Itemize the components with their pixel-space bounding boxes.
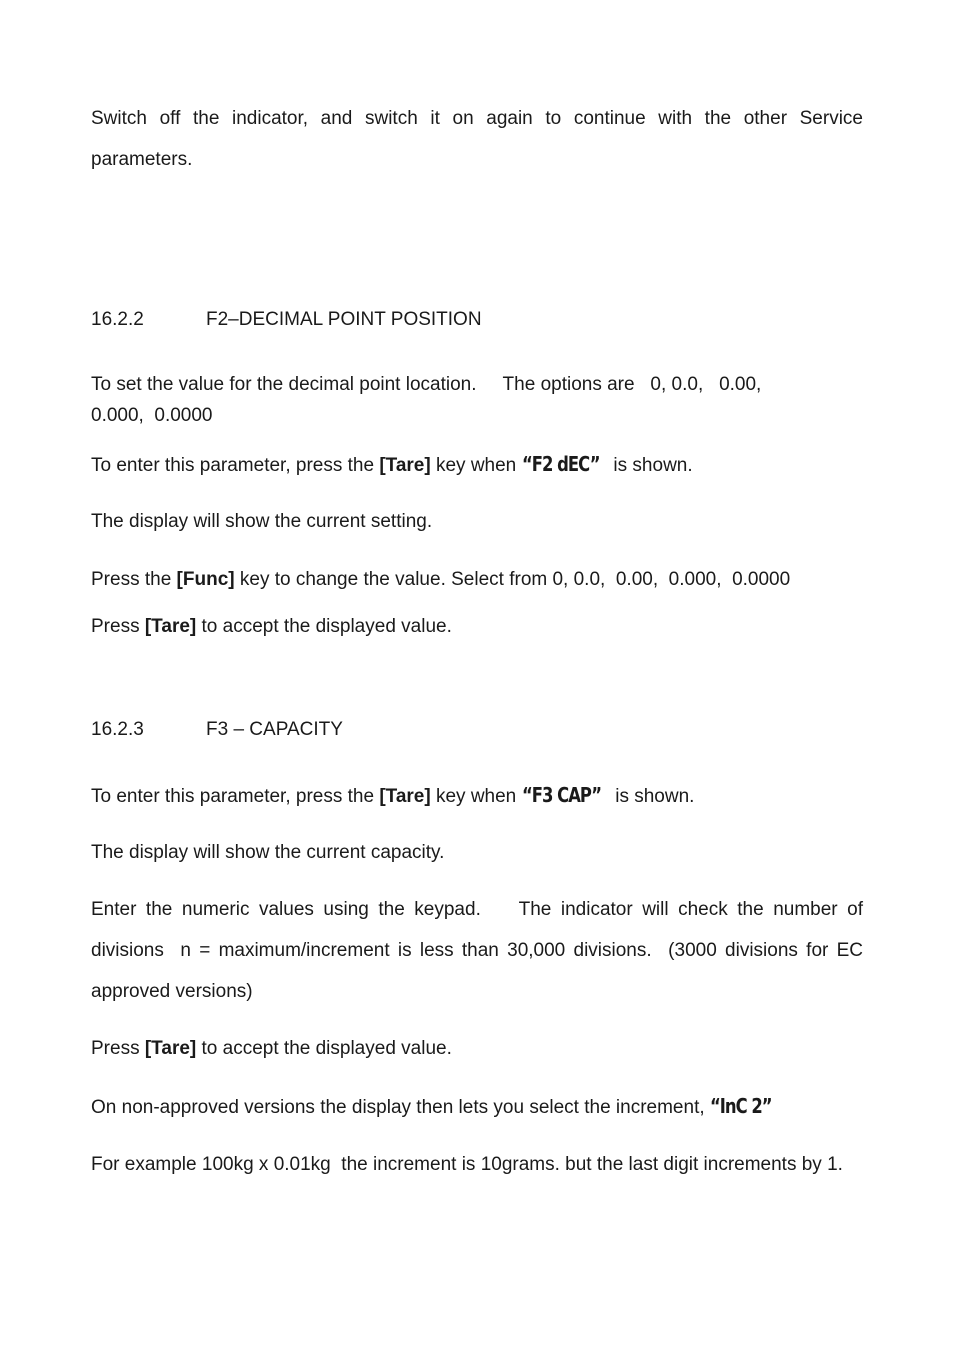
- options-line-2: 0.000, 0.0000: [91, 405, 213, 426]
- text-span: key when: [430, 786, 522, 807]
- key-label-tare: [Tare]: [144, 616, 197, 637]
- display-code: “F3 CAP”: [521, 783, 601, 807]
- text-span: To enter this parameter, press the: [91, 455, 380, 476]
- f2-accept-paragraph: [91, 611, 863, 642]
- key-label-tare: [Tare]: [379, 455, 431, 476]
- f2-func-paragraph: [91, 564, 863, 595]
- f3-example-paragraph: For example 100kg x 0.01kg the increment is 10grams. but the last digit increments by 1.: [91, 1154, 843, 1175]
- section-title: F3 – CAPACITY: [206, 719, 343, 740]
- section-number: 16.2.3: [91, 719, 144, 740]
- f2-enter-paragraph: [91, 449, 863, 481]
- section-heading-f2: [91, 308, 482, 332]
- text-span: to accept the displayed value.: [196, 616, 452, 637]
- f3-current-capacity-paragraph: The display will show the current capacity.: [91, 842, 445, 863]
- text-span: To enter this parameter, press the: [91, 786, 380, 807]
- display-code: “F2 dEC”: [521, 452, 600, 476]
- text-span: is shown.: [609, 786, 695, 807]
- options-line-1: To set the value for the decimal point location. The options are 0, 0.0, 0.00,: [91, 374, 762, 395]
- intro-paragraph: Switch off the indicator, and switch it on again to continue with the other Service parameters.: [91, 108, 863, 170]
- key-label-tare: [Tare]: [379, 786, 431, 807]
- section-number: 16.2.2: [91, 309, 144, 330]
- text-span: Press the: [91, 569, 177, 590]
- f3-numeric-paragraph: Enter the numeric values using the keypad. The indicator will check the number of divisions n = maximum/increment is less than 30,000 divisions. (3000 divisions for EC approved versions): [91, 899, 869, 1002]
- display-code: “InC 2”: [709, 1094, 772, 1118]
- text-span: to accept the displayed value.: [196, 1038, 452, 1059]
- text-span: Press: [91, 616, 145, 637]
- section-title: F2–DECIMAL POINT POSITION: [206, 309, 482, 330]
- text-span: is shown.: [608, 455, 693, 476]
- text-span: Press: [91, 1038, 145, 1059]
- f3-increment-paragraph: [91, 1091, 863, 1123]
- text-span: key to change the value. Select from 0, 0.0, 0.00, 0.000, 0.0000: [234, 569, 791, 590]
- decimal-options-paragraph: [91, 369, 863, 431]
- key-label-func: [Func]: [176, 569, 235, 590]
- f3-enter-paragraph: [91, 780, 863, 812]
- text-span: key when: [430, 455, 522, 476]
- section-heading-f3: [91, 718, 343, 742]
- f3-accept-paragraph: [91, 1033, 863, 1064]
- text-span: On non-approved versions the display then lets you select the increment,: [91, 1097, 710, 1118]
- key-label-tare: [Tare]: [144, 1038, 197, 1059]
- f2-current-setting-paragraph: The display will show the current setting.: [91, 511, 433, 532]
